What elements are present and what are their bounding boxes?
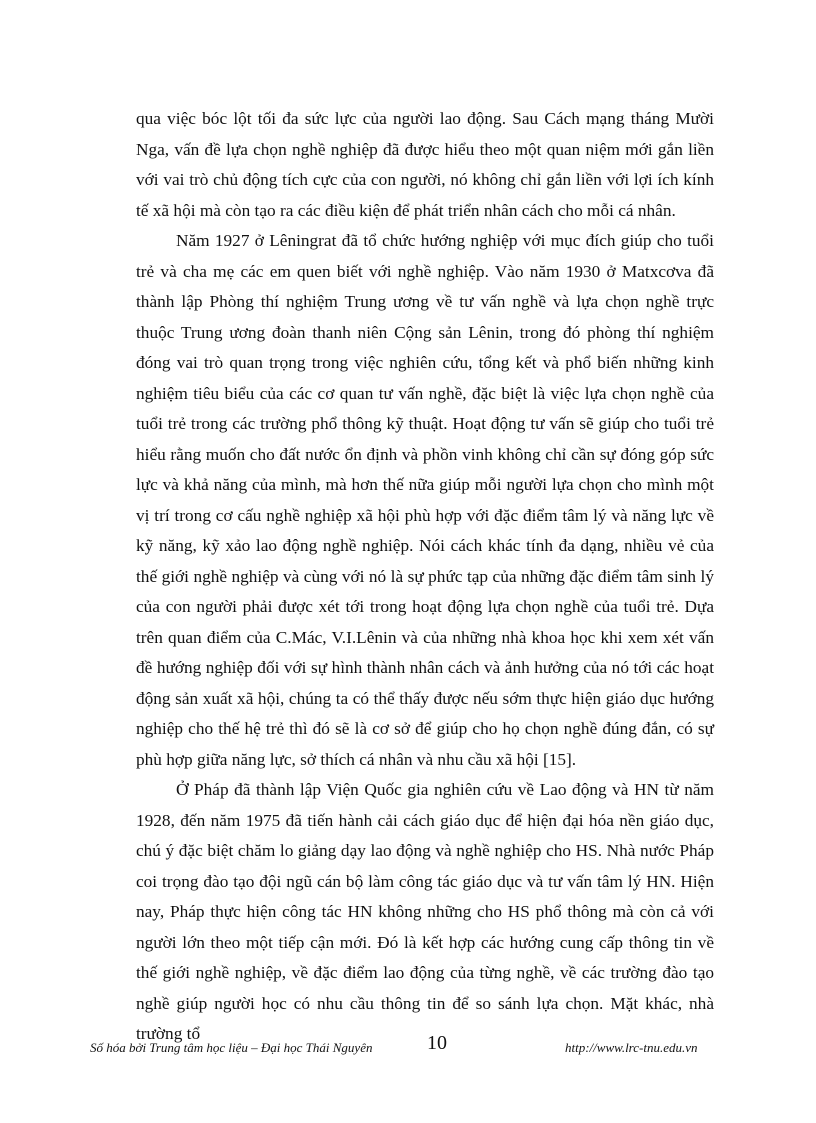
paragraph-3: Ở Pháp đã thành lập Viện Quốc gia nghiên cứu về Lao động và HN từ năm 1928, đến năm 1975 đã tiến hành cải cách giáo dục để hiện đại hóa nền giáo dục, chú ý đặc biệt chăm lo giảng dạy lao động và nghề nghiệp cho HS. Nhà nước Pháp coi trọng đào tạo đội ngũ cán bộ làm công tác giáo dục và tư vấn tâm lý HN. Hiện nay, Pháp thực hiện công tác HN không những cho HS phổ thông mà còn cả với người lớn theo một tiếp cận mới. Đó là kết hợp các hướng cung cấp thông tin về thế giới nghề nghiệp, về đặc điểm lao động của từng nghề, về các trường đào tạo nghề giúp người học có nhu cầu thông tin để so sánh lựa chọn. Mặt khác, nhà trường tổ	[136, 780, 714, 1043]
paragraph-2: Năm 1927 ở Lêningrat đã tổ chức hướng nghiệp với mục đích giúp cho tuổi trẻ và cha mẹ các em quen biết với nghề nghiệp. Vào năm 1930 ở Matxcơva đã thành lập Phòng thí nghiệm Trung ương về tư vấn nghề và lựa chọn nghề trực thuộc Trung ương đoàn thanh niên Cộng sản Lênin, trong đó phòng thí nghiệm đóng vai trò quan trọng trong việc nghiên cứu, tổng kết và phổ biến những kinh nghiệm tiêu biểu của các cơ quan tư vấn nghề, đặc biệt là việc lựa chọn nghề của tuổi trẻ trong các trường phổ thông kỹ thuật. Hoạt động tư vấn sẽ giúp cho tuổi trẻ hiểu rằng muốn cho đất nước ổn định và phồn vinh không chỉ cần sự đóng góp sức lực và khả năng của mình, mà hơn thế nữa giúp mỗi người lựa chọn cho mình một vị trí trong cơ cấu nghề nghiệp xã hội phù hợp với đặc điểm tâm lý và năng lực về kỹ năng, kỹ xảo lao động nghề nghiệp. Nói cách khác tính đa dạng, nhiều vẻ của thế giới nghề nghiệp và cùng với nó là sự phức tạp của những đặc điểm tâm sinh lý của con người phải được xét tới trong hoạt động lựa chọn nghề của tuổi trẻ. Dựa trên quan điểm của C.Mác, V.I.Lênin và của những nhà khoa học khi xem xét vấn đề hướng nghiệp đối với sự hình thành nhân cách và ảnh hưởng của nó tới các hoạt động sản xuất xã hội, chúng ta có thể thấy được nếu sớm thực hiện giáo dục hướng nghiệp cho thế hệ trẻ thì đó sẽ là cơ sở để giúp cho họ chọn nghề đúng đắn, có sự phù hợp giữa năng lực, sở thích cá nhân và nhu cầu xã hội [15].	[136, 231, 714, 769]
page-number: 10	[427, 1032, 447, 1054]
footer-source-text: Số hóa bởi Trung tâm học liệu – Đại học Thái Nguyên	[90, 1040, 373, 1055]
footer-url: http://www.lrc-tnu.edu.vn	[565, 1040, 698, 1055]
paragraph-1: qua việc bóc lột tối đa sức lực của người lao động. Sau Cách mạng tháng Mười Nga, vấn đề lựa chọn nghề nghiệp đã được hiểu theo một quan niệm mới gắn liền với vai trò chủ động tích cực của con người, nó không chỉ gắn liền với lợi ích kính tế xã hội mà còn tạo ra các điều kiện để phát triển nhân cách cho mỗi cá nhân.	[136, 109, 714, 220]
page-footer	[0, 1032, 816, 1062]
body-text	[136, 104, 714, 1050]
